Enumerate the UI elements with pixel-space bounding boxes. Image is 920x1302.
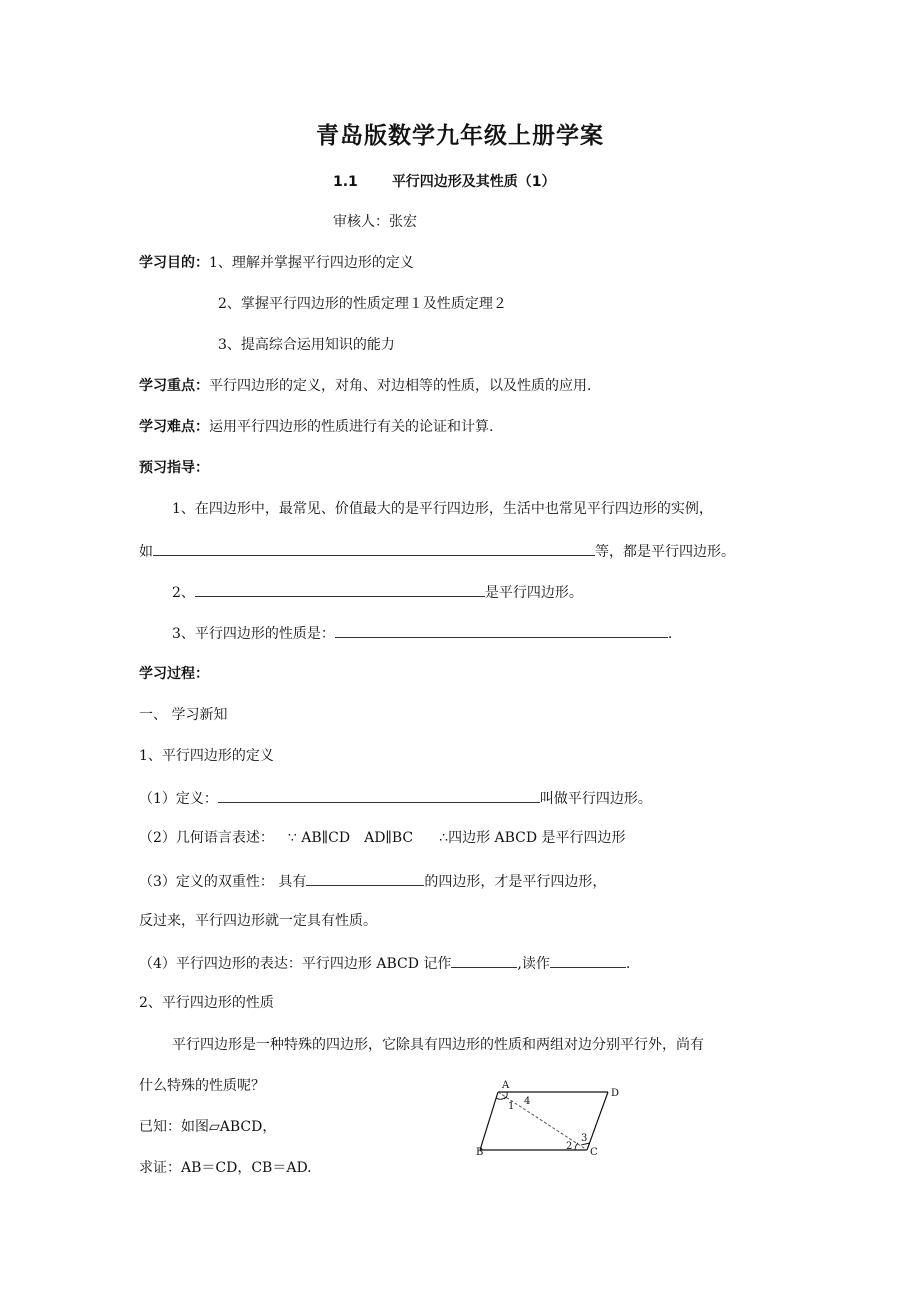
- objective-item: 1、理解并掌握平行四边形的定义: [209, 255, 414, 271]
- preview-item-1-line1: 1、在四边形中，最常见、价值最大的是平行四边形，生活中也常见平行四边形的实例，: [172, 501, 713, 517]
- definition-line: [139, 787, 652, 809]
- preview-blank-2[interactable]: [195, 581, 485, 597]
- angle-label-3: 3: [581, 1133, 588, 1144]
- side-dc: [587, 1092, 608, 1150]
- preview-heading: 预习指导：: [139, 460, 209, 476]
- dual-nature-blank[interactable]: [306, 870, 424, 886]
- preview-blank-3[interactable]: [335, 622, 668, 638]
- preview-item-1-line2: [139, 540, 735, 562]
- angle-label-2: 2: [566, 1141, 573, 1152]
- definition-prefix: （1）定义：: [139, 791, 218, 807]
- prove-statement: 求证：AB＝CD，CB＝AD.: [139, 1160, 312, 1176]
- preview-item-2: [172, 581, 583, 603]
- section-title: 平行四边形及其性质（1）: [391, 174, 556, 190]
- property-paragraph-line1: 平行四边形是一种特殊的四边形，它除具有四边形的性质和两组对边分别平行外，尚有: [172, 1037, 704, 1053]
- geometry-because: ∵ AB∥CD AD∥BC: [287, 830, 414, 846]
- expression-mid: ,读作: [517, 956, 550, 972]
- difficulties: [139, 417, 493, 437]
- key-points-label: 学习重点：: [139, 378, 209, 394]
- difficulties-label: 学习难点：: [139, 419, 209, 435]
- reviewer: 审核人：张宏: [333, 214, 417, 230]
- preview-item-2-suffix: 是平行四边形。: [484, 585, 583, 601]
- subsection-heading: 1、平行四边形的定义: [139, 748, 274, 764]
- dual-nature-suffix: 的四边形，才是平行四边形，: [424, 874, 607, 890]
- key-points: [139, 376, 591, 396]
- expression-line: [139, 952, 630, 974]
- definition-blank[interactable]: [218, 787, 540, 803]
- difficulties-text: 运用平行四边形的性质进行有关的论证和计算.: [209, 419, 494, 435]
- parallelogram-figure: [470, 1075, 630, 1165]
- section-heading: [333, 172, 556, 192]
- preview-item-1-suffix: 等，都是平行四边形。: [595, 544, 735, 560]
- vertex-label-a: A: [502, 1080, 510, 1091]
- objectives-label: 学习目的：: [139, 255, 209, 271]
- vertex-label-c: C: [590, 1147, 598, 1158]
- side-ab: [480, 1092, 498, 1150]
- document-title: 青岛版数学九年级上册学案: [316, 123, 604, 149]
- process-heading: 学习过程：: [139, 666, 209, 682]
- given-statement: 已知：如图▱ABCD，: [139, 1119, 277, 1135]
- dual-nature-line: [139, 870, 606, 892]
- preview-item-3-suffix: .: [667, 626, 673, 642]
- vertex-label-d: D: [611, 1088, 620, 1099]
- expression-prefix: （4）平行四边形的表达：平行四边形 ABCD 记作: [139, 956, 452, 972]
- objective-item: 3、提高综合运用知识的能力: [218, 337, 395, 353]
- objectives: [139, 253, 414, 273]
- geometry-language-line: [139, 828, 626, 848]
- objective-item: 2、掌握平行四边形的性质定理１及性质定理２: [218, 296, 507, 312]
- geometry-therefore: ∴四边形 ABCD 是平行四边形: [439, 830, 626, 846]
- definition-suffix: 叫做平行四边形。: [539, 791, 652, 807]
- vertex-label-b: B: [476, 1147, 484, 1158]
- part-heading: 一、 学习新知: [139, 707, 228, 723]
- preview-item-1-prefix: 如: [139, 544, 153, 560]
- geometry-label: （2）几何语言表述：: [139, 830, 274, 846]
- section-number: 1.1: [333, 174, 358, 190]
- angle-label-1: 1: [508, 1101, 515, 1112]
- dual-nature-line2: 反过来，平行四边形就一定具有性质。: [139, 913, 377, 929]
- key-points-text: 平行四边形的定义，对角、对边相等的性质，以及性质的应用.: [209, 378, 592, 394]
- expression-suffix: .: [625, 956, 631, 972]
- preview-item-2-prefix: 2、: [172, 585, 195, 601]
- reading-blank[interactable]: [550, 952, 626, 968]
- notation-blank[interactable]: [451, 952, 517, 968]
- preview-blank-1[interactable]: [153, 540, 595, 556]
- angle-arc-2: [575, 1143, 578, 1150]
- preview-item-3-prefix: 3、平行四边形的性质是：: [172, 626, 335, 642]
- subsection-heading: 2、平行四边形的性质: [139, 995, 274, 1011]
- preview-item-3: [172, 622, 672, 644]
- dual-nature-prefix: （3）定义的双重性： 具有: [139, 874, 307, 890]
- property-paragraph-line2: 什么特殊的性质呢？: [139, 1078, 265, 1094]
- angle-label-4: 4: [524, 1096, 531, 1107]
